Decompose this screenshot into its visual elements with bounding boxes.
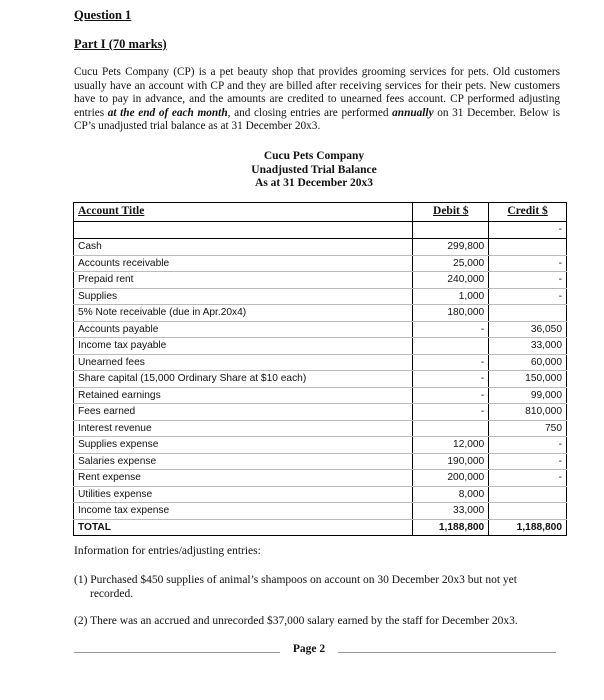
- part-title: Part I (70 marks): [74, 37, 167, 51]
- cell-credit: [489, 305, 567, 322]
- cell-debit: 12,000: [413, 437, 489, 454]
- cell-account: Rent expense: [74, 470, 413, 487]
- column-header-credit: Credit $: [489, 203, 567, 222]
- cell-credit: 150,000: [489, 371, 567, 388]
- cell-account: Fees earned: [74, 404, 413, 421]
- cell-debit: 190,000: [413, 453, 489, 470]
- cell-credit: -: [489, 437, 567, 454]
- company-name: Cucu Pets Company: [263, 150, 365, 162]
- cell-credit: 99,000: [489, 387, 567, 404]
- column-header-debit: Debit $: [413, 203, 489, 222]
- table-total-row: [74, 519, 567, 536]
- table-spacer-row: [74, 222, 567, 239]
- cell-credit: 36,050: [489, 321, 567, 338]
- cell-credit: [489, 486, 567, 503]
- cell-debit: -: [413, 371, 489, 388]
- cell-debit: 33,000: [413, 503, 489, 520]
- intro-emphasis-2: annually: [392, 106, 434, 119]
- footer-divider-right: [338, 652, 556, 653]
- cell-account: Accounts receivable: [74, 255, 413, 272]
- cell-account: Prepaid rent: [74, 272, 413, 289]
- statement-date: As at 31 December 20x3: [255, 177, 373, 189]
- info-item-1-line-1: (1) Purchased $450 supplies of animal’s shampoos on account on 30 December 20x3 but not yet: [74, 574, 517, 586]
- cell-credit: -: [489, 288, 567, 305]
- cell-account: Supplies expense: [74, 437, 413, 454]
- table-row: [74, 387, 567, 404]
- cell-debit: [413, 338, 489, 355]
- info-item-2: (2) There was an accrued and unrecorded $37,000 salary earned by the staff for December 20x3.: [74, 615, 518, 627]
- statement-name: Unadjusted Trial Balance: [251, 163, 377, 176]
- page-number: Page 2: [292, 643, 326, 655]
- intro-text-2: , and closing entries are performed: [227, 106, 393, 119]
- cell-credit: 810,000: [489, 404, 567, 421]
- table-row: [74, 420, 567, 437]
- cell-account: Retained earnings: [74, 387, 413, 404]
- cell-account: Income tax expense: [74, 503, 413, 520]
- cell-credit: [489, 239, 567, 256]
- info-title: Information for entries/adjusting entries:: [74, 545, 261, 557]
- cell-account: Utilities expense: [74, 486, 413, 503]
- table-row: [74, 305, 567, 322]
- table-row: [74, 453, 567, 470]
- cell-account: Cash: [74, 239, 413, 256]
- cell-debit: -: [413, 404, 489, 421]
- cell-credit: -: [489, 255, 567, 272]
- footer-divider-left: [74, 652, 280, 653]
- table-header-row: [74, 203, 567, 222]
- cell-debit: -: [413, 354, 489, 371]
- table-row: [74, 486, 567, 503]
- cell-account: Unearned fees: [74, 354, 413, 371]
- cell-account: Supplies: [74, 288, 413, 305]
- cell-credit: 750: [489, 420, 567, 437]
- cell-debit: 1,000: [413, 288, 489, 305]
- cell-account: 5% Note receivable (due in Apr.20x4): [74, 305, 413, 322]
- cell-credit: 60,000: [489, 354, 567, 371]
- table-row: [74, 404, 567, 421]
- intro-text-1: Cucu Pets Company (CP) is a pet beauty shop that provides grooming services for pets. Old customers usually have an account with CP and they are billed after receiving services for their pets. New customers have to pay in advance, and the amounts are credited to unearned fees account. CP performed adjusting entries: [74, 66, 560, 119]
- table-row: [74, 437, 567, 454]
- header-credit-mark: -: [489, 222, 567, 239]
- table-row: [74, 371, 567, 388]
- table-row: [74, 321, 567, 338]
- cell-credit: 33,000: [489, 338, 567, 355]
- total-credit: 1,188,800: [489, 519, 567, 536]
- cell-debit: 8,000: [413, 486, 489, 503]
- intro-emphasis-1: at the end of each month: [107, 106, 228, 119]
- cell-debit: [413, 420, 489, 437]
- cell-credit: -: [489, 470, 567, 487]
- cell-credit: -: [489, 453, 567, 470]
- cell-debit: -: [413, 387, 489, 404]
- table-row: [74, 255, 567, 272]
- table-row: [74, 354, 567, 371]
- cell-debit: 240,000: [413, 272, 489, 289]
- cell-debit: -: [413, 321, 489, 338]
- cell-debit: 180,000: [413, 305, 489, 322]
- intro-paragraph: [74, 66, 560, 134]
- cell-account: Accounts payable: [74, 321, 413, 338]
- cell-debit: 200,000: [413, 470, 489, 487]
- cell-account: Salaries expense: [74, 453, 413, 470]
- table-row: [74, 503, 567, 520]
- table-row: [74, 272, 567, 289]
- cell-account: Interest revenue: [74, 420, 413, 437]
- question-title: Question 1: [74, 8, 132, 22]
- table-row: [74, 470, 567, 487]
- cell-account: Share capital (15,000 Ordinary Share at $10 each): [74, 371, 413, 388]
- total-label: TOTAL: [74, 519, 413, 536]
- trial-balance-table: [73, 202, 567, 536]
- cell-account: Income tax payable: [74, 338, 413, 355]
- cell-debit: 299,800: [413, 239, 489, 256]
- column-header-account: Account Title: [74, 203, 413, 222]
- table-row: [74, 338, 567, 355]
- info-item-1-line-2: recorded.: [90, 588, 134, 600]
- info-item-1: [74, 573, 560, 601]
- table-row: [74, 288, 567, 305]
- intro-text-3: on 31 December. Below is CP’s unadjusted trial balance as at 31 December 20x3.: [74, 106, 560, 133]
- table-row: [74, 239, 567, 256]
- total-debit: 1,188,800: [413, 519, 489, 536]
- cell-debit: 25,000: [413, 255, 489, 272]
- cell-credit: -: [489, 272, 567, 289]
- cell-credit: [489, 503, 567, 520]
- statement-heading: [174, 150, 454, 191]
